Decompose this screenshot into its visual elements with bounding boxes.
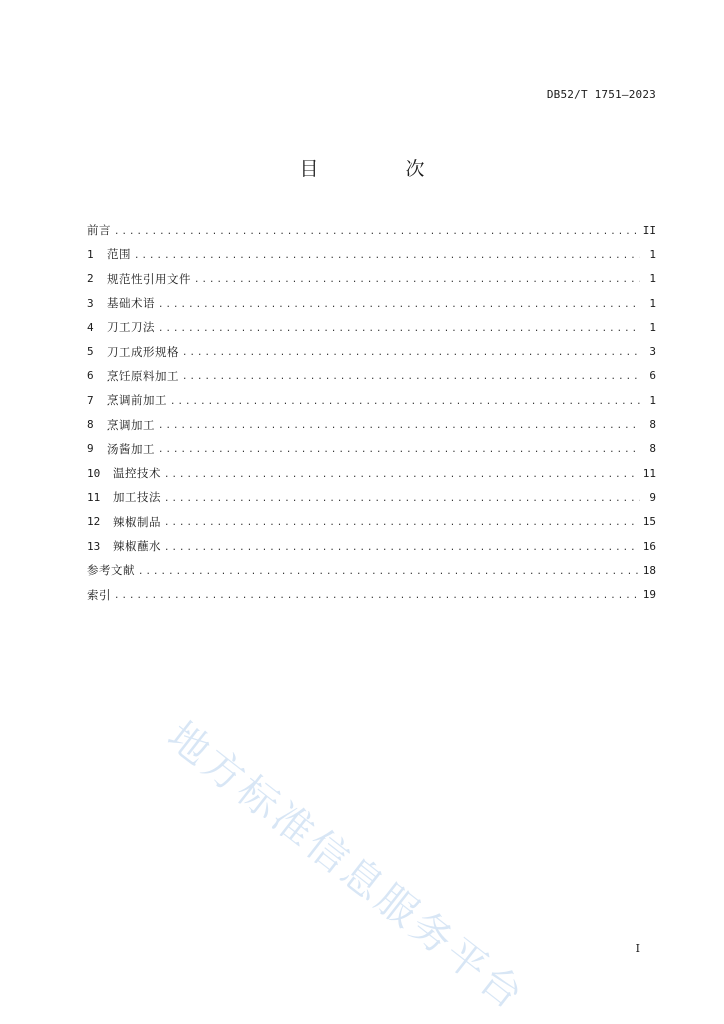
dot-leader	[158, 446, 640, 455]
toc-entry-9[interactable]	[87, 437, 656, 461]
toc-entry-title: 范围	[107, 247, 131, 262]
page-number: I	[635, 942, 640, 955]
toc-entry-number: 3	[87, 296, 94, 310]
toc-entry-13[interactable]	[87, 534, 656, 558]
toc-entry-title: 烹调前加工	[107, 393, 167, 408]
toc-entry-page: 8	[649, 418, 656, 432]
dot-leader	[158, 301, 640, 310]
toc-entry-foreword[interactable]	[87, 218, 656, 242]
toc-entry-12[interactable]	[87, 510, 656, 534]
toc-entry-title: 烹饪原料加工	[107, 368, 179, 383]
toc-entry-number: 1	[87, 247, 94, 261]
toc-entry-page: 1	[649, 393, 656, 407]
toc-entry-5[interactable]	[87, 339, 656, 363]
toc-entry-title: 前言	[87, 223, 111, 238]
toc-entry-page: 1	[649, 320, 656, 334]
dot-leader	[114, 228, 639, 237]
toc-entry-index[interactable]	[87, 582, 656, 606]
toc-entry-title: 汤酱加工	[107, 441, 155, 456]
toc-entry-page: 6	[649, 369, 656, 383]
toc-entry-title: 刀工刀法	[107, 320, 155, 335]
toc-entry-title: 基础术语	[107, 296, 155, 311]
dot-leader	[170, 398, 640, 407]
toc-entry-title: 辣椒蘸水	[113, 539, 161, 553]
toc-entry-page: 8	[649, 442, 656, 456]
toc-entry-title: 参考文献	[87, 563, 135, 578]
toc-entry-11[interactable]	[87, 485, 656, 509]
toc-entry-page: 15	[642, 515, 656, 529]
toc-entry-3[interactable]	[87, 291, 656, 315]
dot-leader	[114, 592, 639, 601]
toc-entry-number: 6	[87, 369, 94, 383]
toc-entry-4[interactable]	[87, 315, 656, 339]
toc-entry-number: 8	[87, 418, 94, 432]
toc-entry-page: 9	[649, 490, 656, 504]
toc-entry-page: II	[642, 223, 656, 237]
dot-leader	[134, 252, 640, 261]
watermark: 地方标准信息服务平台	[158, 713, 534, 1021]
toc-entry-number: 4	[87, 320, 94, 334]
toc-entry-number: 7	[87, 393, 94, 407]
dot-leader	[182, 349, 640, 358]
toc-entry-title: 加工技法	[113, 490, 161, 505]
standard-code: DB52/T 1751—2023	[546, 88, 656, 101]
toc-entry-number: 5	[87, 345, 94, 359]
toc-entry-number: 10	[87, 466, 101, 480]
dot-leader	[164, 495, 640, 504]
dot-leader	[194, 276, 640, 285]
toc-entry-number: 11	[87, 490, 101, 504]
toc-entry-number: 13	[87, 539, 101, 553]
dot-leader	[164, 519, 639, 528]
toc-entry-page: 16	[642, 539, 656, 553]
toc-entry-title: 烹调加工	[107, 417, 155, 432]
toc-entry-8[interactable]	[87, 412, 656, 436]
page-title: 目 次	[299, 158, 459, 180]
toc-entry-page: 1	[649, 296, 656, 310]
toc-entry-2[interactable]	[87, 267, 656, 291]
toc-entry-title: 索引	[87, 587, 111, 602]
toc-entry-title: 辣椒制品	[113, 514, 161, 529]
toc-entry-10[interactable]	[87, 461, 656, 485]
dot-leader	[158, 422, 640, 431]
toc-entry-1[interactable]	[87, 242, 656, 266]
toc-entry-page: 11	[642, 466, 656, 480]
toc-entry-page: 18	[642, 563, 656, 577]
dot-leader	[158, 325, 640, 334]
toc-entry-6[interactable]	[87, 364, 656, 388]
dot-leader	[164, 471, 639, 480]
toc-entry-title: 刀工成形规格	[107, 344, 179, 359]
toc-entry-page: 1	[649, 272, 656, 286]
toc-entry-page: 3	[649, 345, 656, 359]
toc-entry-7[interactable]	[87, 388, 656, 412]
toc-entry-references[interactable]	[87, 558, 656, 582]
table-of-contents	[87, 218, 656, 607]
dot-leader	[138, 568, 639, 577]
dot-leader	[164, 544, 639, 553]
toc-entry-number: 12	[87, 515, 101, 529]
toc-entry-page: 1	[649, 247, 656, 261]
toc-entry-number: 2	[87, 272, 94, 286]
toc-entry-title: 规范性引用文件	[107, 271, 191, 286]
toc-entry-title: 温控技术	[113, 466, 161, 481]
toc-entry-number: 9	[87, 442, 94, 456]
toc-entry-page: 19	[642, 588, 656, 602]
dot-leader	[182, 373, 640, 382]
